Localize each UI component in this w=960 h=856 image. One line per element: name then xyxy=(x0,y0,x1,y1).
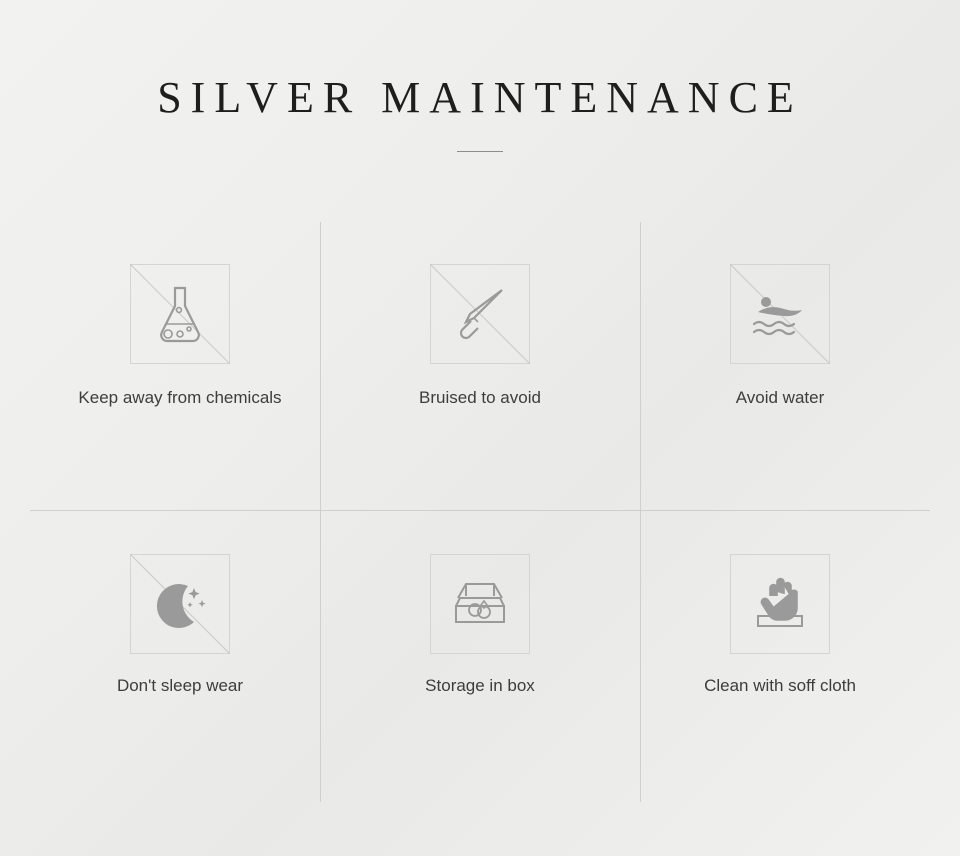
maintenance-item-bruise xyxy=(330,222,630,512)
swimmer-glyph xyxy=(744,278,816,350)
item-caption: Bruised to avoid xyxy=(419,388,541,407)
ring-box-glyph xyxy=(444,568,516,640)
title-divider xyxy=(457,151,503,152)
item-caption: Avoid water xyxy=(735,388,825,407)
hand-cloth-icon xyxy=(730,554,830,654)
ring-box-icon xyxy=(430,554,530,654)
page-title: SILVER MAINTENANCE xyxy=(157,73,803,122)
maintenance-item-storage xyxy=(330,512,630,802)
knife-icon xyxy=(430,264,530,364)
maintenance-grid xyxy=(30,222,930,802)
maintenance-item-chemicals xyxy=(30,222,330,512)
item-caption: Keep away from chemicals xyxy=(78,388,282,407)
knife-glyph xyxy=(444,278,516,350)
moon-icon xyxy=(130,554,230,654)
maintenance-item-cloth xyxy=(630,512,930,802)
flask-icon xyxy=(130,264,230,364)
flask-glyph xyxy=(144,278,216,350)
item-caption: Storage in box xyxy=(425,676,535,695)
hand-cloth-glyph xyxy=(744,568,816,640)
moon-glyph xyxy=(144,568,216,640)
item-caption: Clean with soff cloth xyxy=(704,676,856,695)
maintenance-item-sleep xyxy=(30,512,330,802)
swimmer-icon xyxy=(730,264,830,364)
maintenance-item-water xyxy=(630,222,930,512)
item-caption: Don't sleep wear xyxy=(116,676,244,695)
